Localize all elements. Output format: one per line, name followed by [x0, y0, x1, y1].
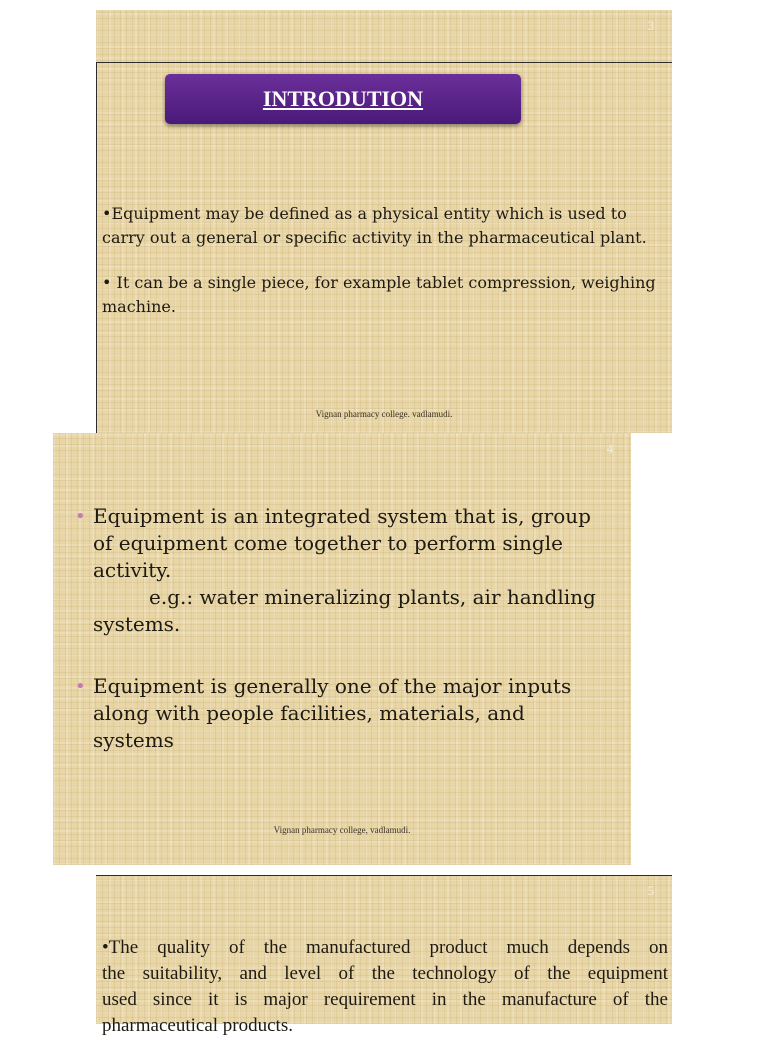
slide-number: 3 — [647, 18, 654, 33]
bullet-icon: • — [75, 506, 86, 527]
slide-footer: Vignan pharmacy college, vadlamudi. — [273, 825, 411, 835]
paragraph-example — [102, 271, 668, 319]
text-line: activity. — [93, 558, 172, 582]
example-line: e.g.: water mineralizing plants, air handling — [149, 585, 596, 609]
text-line: along with people facilities, materials, and — [93, 701, 525, 725]
title-banner — [165, 74, 521, 124]
text-line: •The quality of the manufactured product much depends on — [102, 937, 668, 958]
text-line: Equipment is generally one of the major inputs — [93, 674, 572, 698]
text-line: • It can be a single piece, for example tablet compression, weighing — [102, 273, 656, 292]
text-line: •Equipment may be defined as a physical entity which is used to — [102, 204, 627, 223]
slide-4 — [53, 433, 631, 865]
text-line: systems. — [93, 612, 181, 636]
divider-line — [96, 62, 97, 433]
text-line: of equipment come together to perform single — [93, 531, 563, 555]
slide-5 — [96, 875, 672, 1036]
bullet-icon: • — [75, 676, 86, 697]
paragraph-quality — [102, 935, 668, 1039]
text-line: systems — [93, 728, 174, 752]
slide-footer: Vignan pharmacy college. vadlamudi. — [315, 409, 453, 419]
text-line: machine. — [102, 297, 176, 316]
slide-3 — [96, 10, 672, 433]
text-line: pharmaceutical products. — [102, 1015, 293, 1036]
bullet-item — [75, 673, 613, 754]
text-line: Equipment is an integrated system that is, group — [93, 504, 591, 528]
slide-number: 4 — [606, 441, 613, 456]
divider-line — [96, 62, 672, 63]
text-line: used since it is major requirement in the manufacture of the — [102, 989, 668, 1010]
slide-number: 5 — [647, 883, 654, 898]
bullet-item — [75, 503, 613, 638]
text-line: the suitability, and level of the technology of the equipment — [102, 963, 668, 984]
slide-title: INTRODUTION — [262, 86, 424, 111]
paragraph-definition — [102, 202, 668, 250]
divider-line — [96, 875, 672, 876]
text-line: carry out a general or specific activity in the pharmaceutical plant. — [102, 228, 647, 247]
